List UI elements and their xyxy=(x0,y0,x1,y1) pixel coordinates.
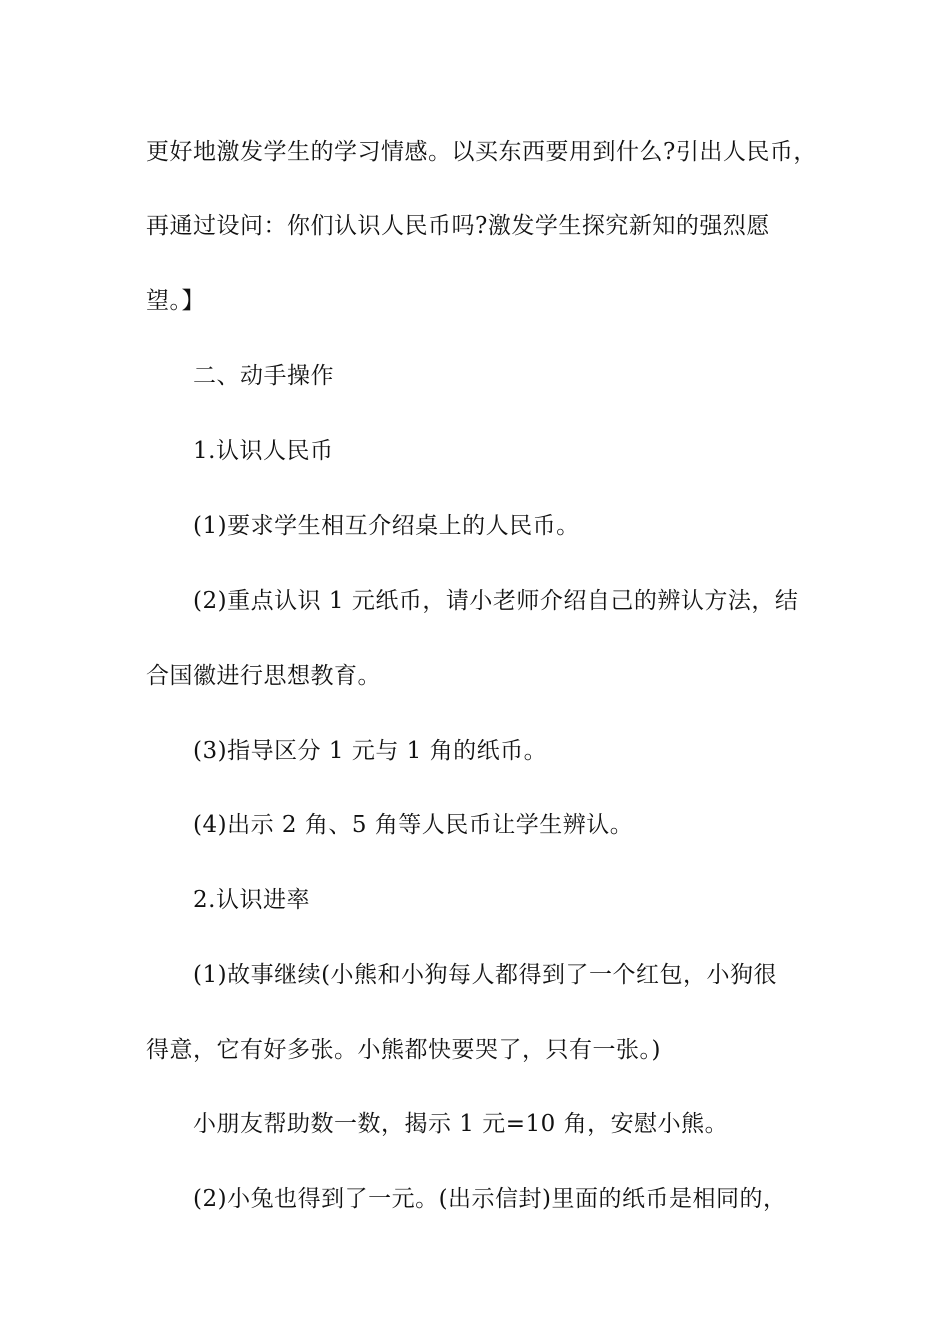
paragraph-line: 更好地激发学生的学习情感。以买东西要用到什么?引出人民币， xyxy=(146,139,817,165)
list-item: (2)重点认识 1 元纸币，请小老师介绍自己的辨认方法，结 xyxy=(193,588,799,614)
paragraph-line: 小朋友帮助数一数，揭示 1 元=10 角，安慰小熊。 xyxy=(193,1111,729,1137)
paragraph-line: 望。】 xyxy=(146,288,205,314)
subsection-heading: 2.认识进率 xyxy=(193,887,310,913)
list-item: (2)小兔也得到了一元。(出示信封)里面的纸币是相同的， xyxy=(193,1186,787,1212)
paragraph-line: 得意，它有好多张。小熊都快要哭了，只有一张。) xyxy=(146,1037,661,1063)
list-item: (4)出示 2 角、5 角等人民币让学生辨认。 xyxy=(193,812,634,838)
list-item: (3)指导区分 1 元与 1 角的纸币。 xyxy=(193,738,548,764)
subsection-heading: 1.认识人民币 xyxy=(193,438,334,464)
paragraph-line: 再通过设问：你们认识人民币吗?激发学生探究新知的强烈愿 xyxy=(146,213,770,239)
paragraph-line: 合国徽进行思想教育。 xyxy=(146,663,381,689)
section-heading: 二、动手操作 xyxy=(193,363,334,389)
list-item: (1)故事继续(小熊和小狗每人都得到了一个红包，小狗很 xyxy=(193,962,778,988)
list-item: (1)要求学生相互介绍桌上的人民币。 xyxy=(193,513,580,539)
